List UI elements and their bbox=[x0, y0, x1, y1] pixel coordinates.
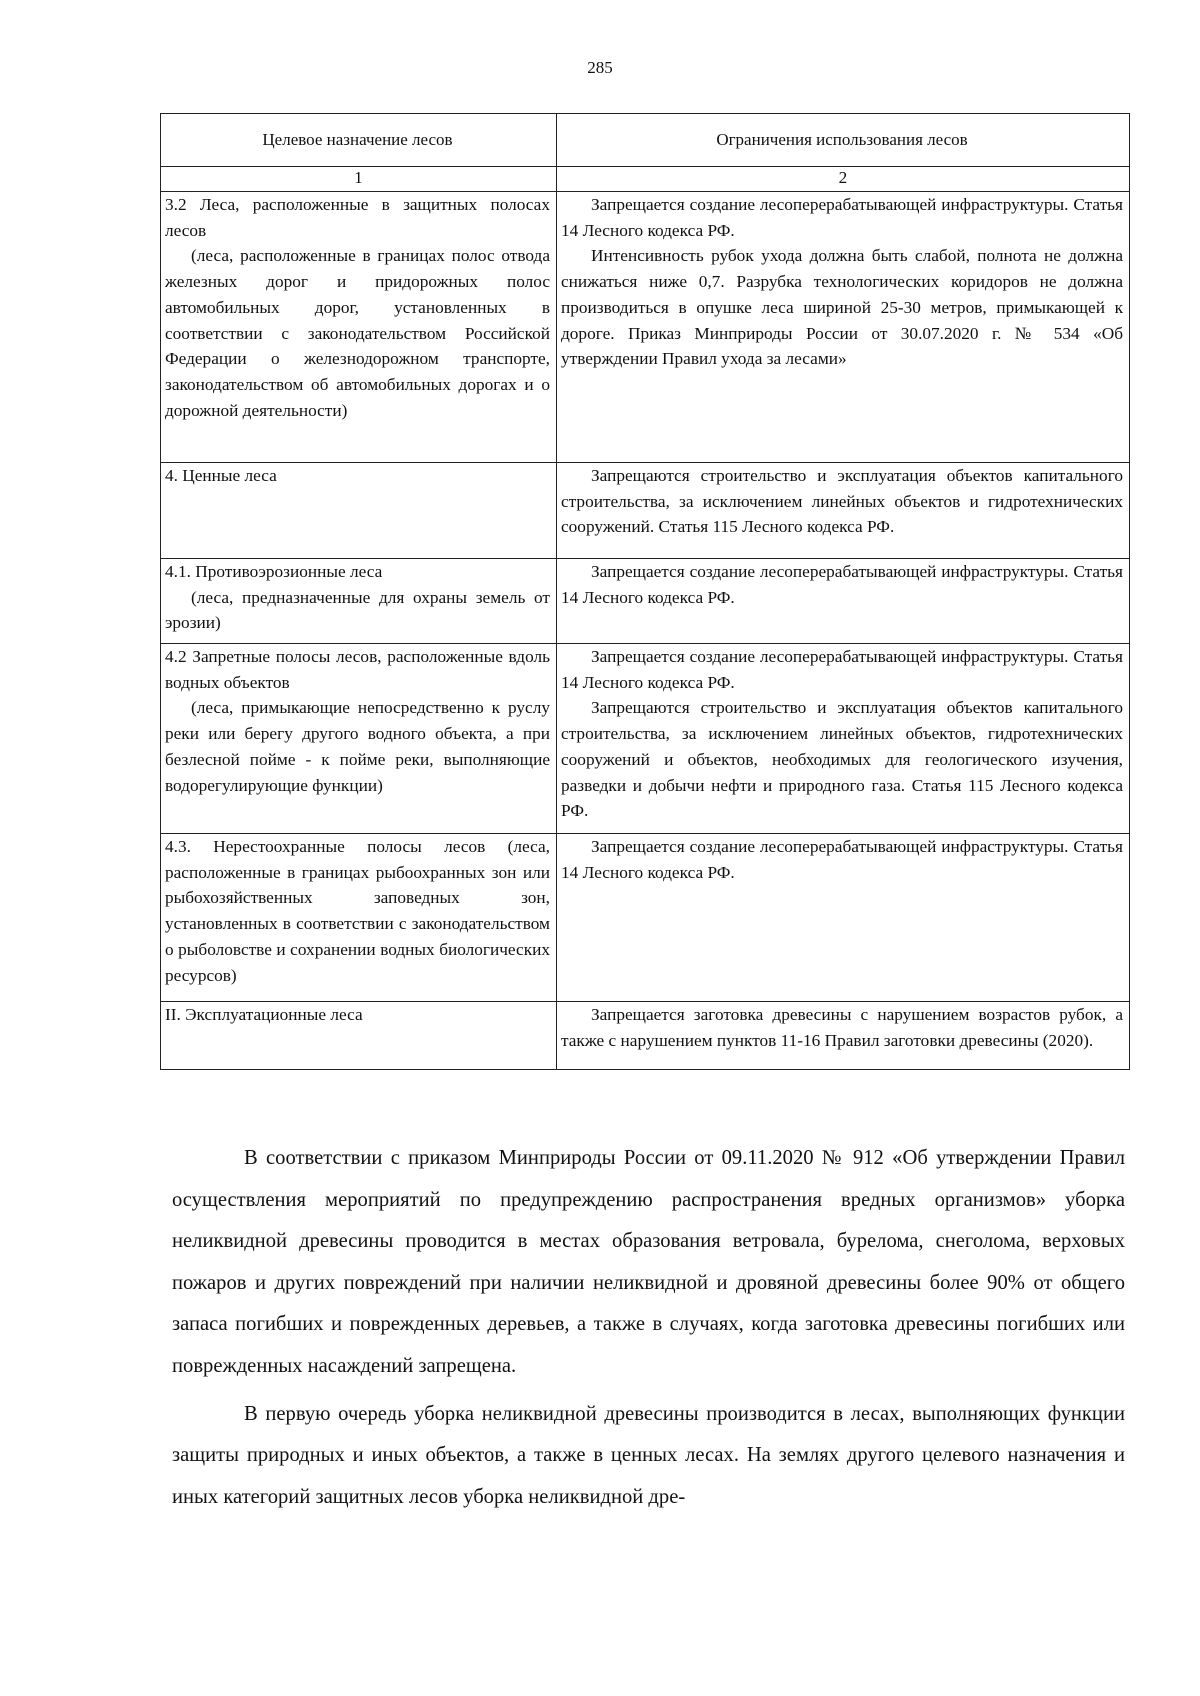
forest-purpose-text: 4.3. Нерестоохранные полосы лесов (леса, расположенные в границах рыбоохранных зон или рыбохозяйственных заповедных зон, установленных в соответствии с законодательством о рыболовстве и сохранении водных биологических ресурсов) bbox=[165, 837, 550, 985]
body-paragraph: В первую очередь уборка неликвидной древесины производится в лесах, выполняющих функции защиты природных и иных объектов, а также в ценных лесах. На землях другого целевого назначения и иных категорий защитных лесов уборка неликвидной дре- bbox=[172, 1402, 1125, 1508]
forest-purpose-text: 3.2 Леса, расположенные в защитных полосах лесов bbox=[165, 195, 550, 240]
restriction-cell bbox=[557, 192, 1130, 463]
restriction-cell bbox=[557, 644, 1130, 834]
table-row bbox=[161, 834, 1130, 1002]
forest-purpose-cell bbox=[161, 834, 557, 1002]
table-row bbox=[161, 463, 1130, 559]
table-row bbox=[161, 644, 1130, 834]
body-paragraph: В соответствии с приказом Минприроды России от 09.11.2020 № 912 «Об утверждении Правил осуществления мероприятий по предупреждению распространения вредных организмов» уборка неликвидной древесины проводится в местах образования ветровала, бурелома, снеголома, верховых пожаров и других повреждений при наличии неликвидной и дровяной древесины более 90% от общего запаса погибших и поврежденных деревьев, а также в случаях, когда заготовка древесины погибших или поврежденных насаждений запрещена. bbox=[172, 1147, 1125, 1377]
restriction-cell bbox=[557, 463, 1130, 559]
column-number-row bbox=[161, 167, 1130, 192]
forest-purpose-cell bbox=[161, 559, 557, 644]
restriction-cell bbox=[557, 559, 1130, 644]
forest-purpose-text: 4.2 Запретные полосы лесов, расположенные вдоль водных объектов bbox=[165, 647, 550, 692]
restriction-text: Запрещаются строительство и эксплуатация объектов капитального строительства, за исключением линейных объектов, гидротехнических сооружений и объектов, необходимых для геологического изучения, разведки и добычи нефти и природного газа. Статья 115 Лесного кодекса РФ. bbox=[561, 698, 1123, 821]
page-number: 285 bbox=[587, 58, 613, 77]
body-text bbox=[172, 1138, 1125, 1518]
forest-purpose-cell bbox=[161, 644, 557, 834]
forest-restrictions-table bbox=[160, 113, 1130, 1070]
restriction-text: Интенсивность рубок ухода должна быть слабой, полнота не должна снижаться ниже 0,7. Разрубка технологических коридоров не должна производиться в опушке леса шириной 25-30 метров, примыкающей к дороге. Приказ Минприроды России от 30.07.2020 г. № 534 «Об утверждении Правил ухода за лесами» bbox=[561, 246, 1123, 369]
column-number-2: 2 bbox=[557, 167, 1130, 192]
header-usage-restrictions: Ограничения использования лесов bbox=[557, 114, 1130, 167]
restriction-text: Запрещаются строительство и эксплуатация объектов капитального строительства, за исключением линейных объектов и гидротехнических сооружений. Статья 115 Лесного кодекса РФ. bbox=[561, 466, 1123, 537]
restriction-text: Запрещается создание лесоперерабатывающей инфраструктуры. Статья 14 Лесного кодекса РФ. bbox=[561, 837, 1123, 882]
restriction-text: Запрещается создание лесоперерабатывающей инфраструктуры. Статья 14 Лесного кодекса РФ. bbox=[561, 562, 1123, 607]
restriction-text: Запрещается создание лесоперерабатывающей инфраструктуры. Статья 14 Лесного кодекса РФ. bbox=[561, 195, 1123, 240]
forest-purpose-text: 4.1. Противоэрозионные леса bbox=[165, 562, 383, 581]
forest-purpose-cell bbox=[161, 192, 557, 463]
forest-purpose-text: (леса, предназначенные для охраны земель от эрозии) bbox=[165, 587, 550, 633]
forest-purpose-text: (леса, примыкающие непосредственно к руслу реки или берегу другого водного объекта, а при безлесной пойме - к пойме реки, выполняющие водорегулирующие функции) bbox=[165, 698, 550, 795]
column-number-1: 1 bbox=[161, 167, 557, 192]
restriction-cell bbox=[557, 1002, 1130, 1070]
forest-purpose-cell bbox=[161, 463, 557, 559]
forest-purpose-cell bbox=[161, 1002, 557, 1070]
table-row bbox=[161, 559, 1130, 644]
table-row bbox=[161, 192, 1130, 463]
forest-purpose-text: II. Эксплуатационные леса bbox=[165, 1005, 363, 1024]
forest-purpose-text: (леса, расположенные в границах полос отвода железных дорог и придорожных полос автомобильных дорог, установленных в соответствии с законодательством Российской Федерации о железнодорожном транспорте, законодательством об автомобильных дорогах и о дорожной деятельности) bbox=[165, 246, 550, 420]
restriction-cell bbox=[557, 834, 1130, 1002]
forest-purpose-text: 4. Ценные леса bbox=[165, 466, 277, 485]
header-forest-purpose: Целевое назначение лесов bbox=[161, 114, 557, 167]
restriction-text: Запрещается заготовка древесины с нарушением возрастов рубок, а также с нарушением пунктов 11-16 Правил заготовки древесины (2020). bbox=[561, 1005, 1123, 1050]
table-header-row bbox=[161, 114, 1130, 167]
table-row bbox=[161, 1002, 1130, 1070]
restriction-text: Запрещается создание лесоперерабатывающей инфраструктуры. Статья 14 Лесного кодекса РФ. bbox=[561, 647, 1123, 692]
